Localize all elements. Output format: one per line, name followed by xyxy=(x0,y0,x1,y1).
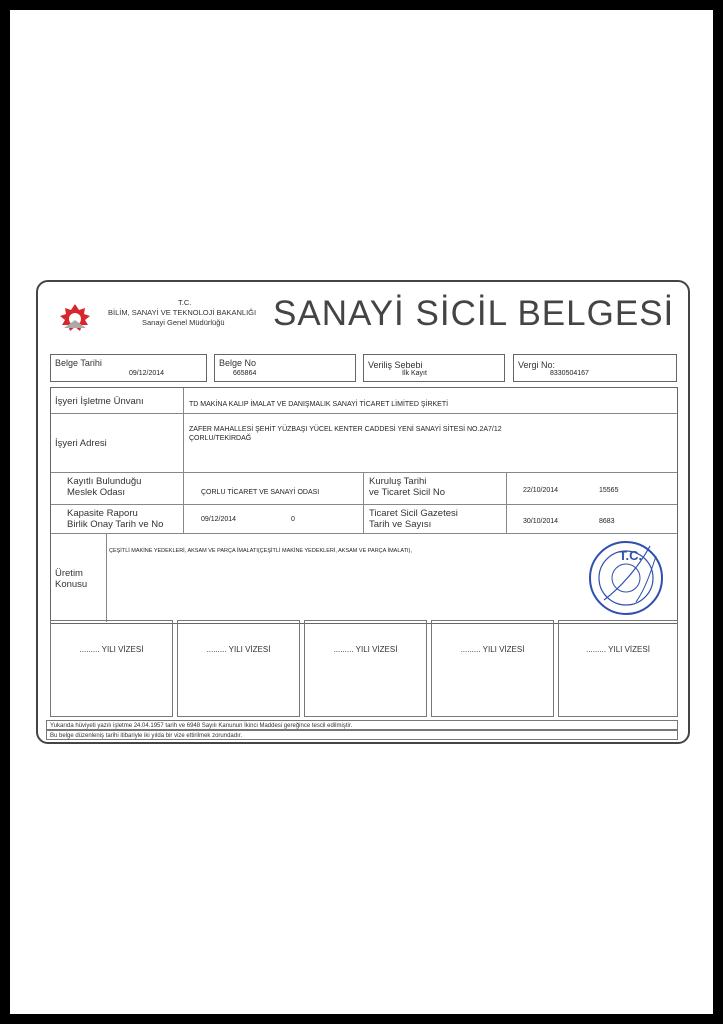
visa-label: ......... YILI VİZESİ xyxy=(206,645,271,654)
founding-label-2: ve Ticaret Sicil No xyxy=(369,487,446,498)
seal-text: T.C. xyxy=(619,548,643,563)
row-divider xyxy=(51,533,677,534)
chamber-label-2: Meslek Odası xyxy=(67,487,126,498)
field-label: Belge No xyxy=(219,358,257,368)
tc-label: T.C. xyxy=(178,298,192,307)
visa-label: ......... YILI VİZESİ xyxy=(460,645,525,654)
col-divider xyxy=(183,504,184,533)
field-value: 8330504167 xyxy=(550,370,589,377)
chamber-label-1: Kayıtlı Bulunduğu xyxy=(67,476,142,487)
address-label: İşyeri Adresi xyxy=(55,438,107,449)
registry-number: 15565 xyxy=(599,487,619,494)
visa-label: ......... YILI VİZESİ xyxy=(79,645,144,654)
col-divider xyxy=(506,472,507,533)
production-value: ÇEŞİTLİ MAKİNE YEDEKLERİ, AKSAM VE PARÇA İMALATI(ÇEŞİTLİ MAKİNE YEDEKLERİ, AKSAM VE PARÇA İMALATI), xyxy=(109,548,412,554)
field-value: 09/12/2014 xyxy=(129,370,165,377)
directorate-name: Sanayi Genel Müdürlüğü xyxy=(142,318,225,327)
gazette-label-2: Tarih ve Sayısı xyxy=(369,519,432,530)
field-value: 665864 xyxy=(233,370,257,377)
visa-box xyxy=(431,620,554,717)
field-label: Vergi No: xyxy=(518,360,556,370)
capacity-label-2: Birlik Onay Tarih ve No xyxy=(67,519,164,530)
page-title: SANAYİ SİCİL BELGESİ xyxy=(273,294,675,333)
ministry-name: BİLİM, SANAYİ VE TEKNOLOJİ BAKANLIĞI xyxy=(108,308,257,317)
founding-label-1: Kuruluş Tarihi xyxy=(369,476,427,487)
production-label-1: Üretim xyxy=(55,568,83,579)
address-line-2: ÇORLU/TEKİRDAĞ xyxy=(189,435,252,442)
field-label: Veriliş Sebebi xyxy=(368,360,423,370)
row-divider xyxy=(51,504,677,505)
gazette-label-1: Ticaret Sicil Gazetesi xyxy=(369,508,458,519)
visa-box xyxy=(304,620,427,717)
capacity-date: 09/12/2014 xyxy=(201,516,237,523)
field-verilis-sebebi xyxy=(363,354,505,382)
field-vergi-no xyxy=(513,354,677,382)
field-value: İlk Kayıt xyxy=(402,370,427,377)
production-label-2: Konusu xyxy=(55,579,88,590)
field-belge-tarihi xyxy=(50,354,207,382)
field-belge-no xyxy=(214,354,356,382)
footer-note-2: Bu belge düzenleniş tarihi itibariyle iki yılda bir vize ettirilmek zorundadır. xyxy=(46,730,678,740)
capacity-number: 0 xyxy=(291,516,295,523)
company-name-value: TD MAKİNA KALIP İMALAT VE DANIŞMALIK SANAYİ TİCARET LİMİTED ŞİRKETİ xyxy=(189,401,449,408)
footer-note-1: Yukarıda hüviyeti yazılı işletme 24.04.1957 tarih ve 6948 Sayılı Kanunun İkinci Maddesi gereğince tescil edilmiştir. xyxy=(46,720,678,730)
main-table xyxy=(50,387,678,624)
address-line-1: ZAFER MAHALLESİ ŞEHİT YÜZBAŞI YÜCEL KENTER CADDESİ YENİ SANAYİ SİTESİ NO.2A7/12 xyxy=(189,426,502,433)
visa-box xyxy=(50,620,173,717)
col-divider xyxy=(106,533,107,622)
gazette-date: 30/10/2014 xyxy=(523,518,559,525)
chamber-value: ÇORLU TİCARET VE SANAYİ ODASI xyxy=(201,489,320,496)
founding-date: 22/10/2014 xyxy=(523,487,559,494)
visa-label: ......... YILI VİZESİ xyxy=(333,645,398,654)
ministry-logo-icon xyxy=(58,302,92,336)
field-label: Belge Tarihi xyxy=(55,358,102,368)
company-name-label: İşyeri İşletme Ünvanı xyxy=(55,396,144,407)
col-divider xyxy=(363,472,364,533)
page xyxy=(10,10,713,1014)
gazette-number: 8683 xyxy=(599,518,615,525)
certificate-card xyxy=(36,280,690,744)
visa-box xyxy=(177,620,300,717)
visa-box xyxy=(558,620,678,717)
row-divider xyxy=(51,413,677,414)
col-divider xyxy=(183,388,184,504)
capacity-label-1: Kapasite Raporu xyxy=(67,508,138,519)
row-divider xyxy=(51,472,677,473)
visa-label: ......... YILI VİZESİ xyxy=(586,645,650,654)
